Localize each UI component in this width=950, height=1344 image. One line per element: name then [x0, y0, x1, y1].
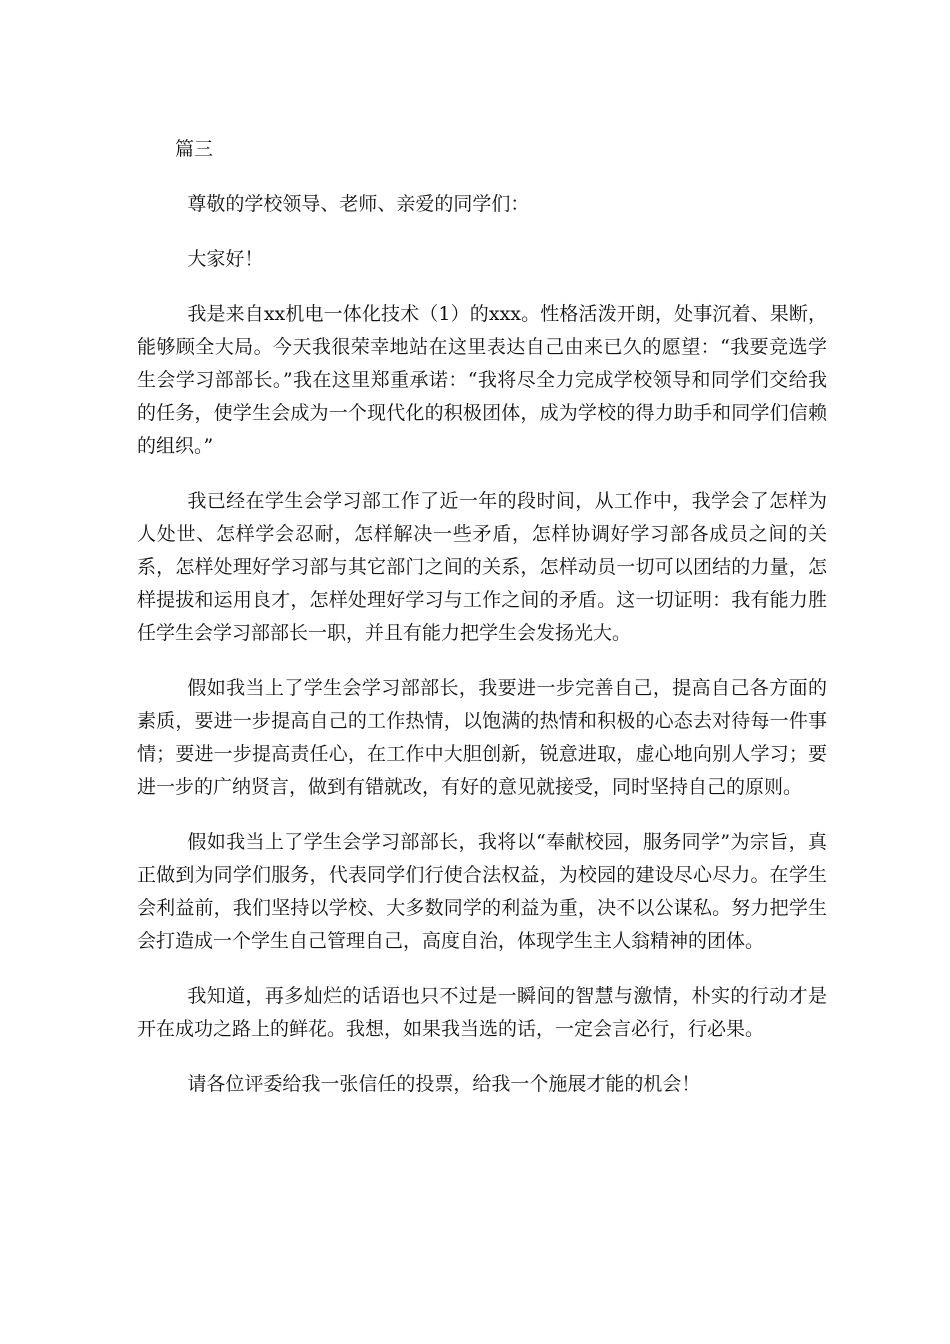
- hello-paragraph: 大家好！: [187, 248, 264, 270]
- experience-paragraph: 我已经在学生会学习部工作了近一年的段时间，从工作中，我学会了怎样为人处世、怎样学会忍耐，怎样解决一些矛盾，怎样协调好学习部各成员之间的关系，怎样处理好学习部与其它部门之间的关系，怎样动员一切可以团结的力量，怎样提拔和运用良才，怎样处理好学习与工作之间的矛盾。这一切证明：我有能力胜任学生会学习部部长一职，并且有能力把学生会发扬光大。: [137, 490, 827, 644]
- closing-paragraph: 我知道，再多灿烂的话语也只不过是一瞬间的智慧与激情，朴实的行动才是开在成功之路上的鲜花。我想，如果我当选的话，一定会言必行，行必果。: [137, 985, 827, 1040]
- greeting-paragraph: 尊敬的学校领导、老师、亲爱的同学们：: [187, 193, 530, 215]
- appeal-paragraph: 请各位评委给我一张信任的投票，给我一个施展才能的机会！: [187, 1073, 701, 1095]
- document-body: [137, 188, 827, 1123]
- plan-paragraph-one: 假如我当上了学生会学习部部长，我要进一步完善自己，提高自己各方面的素质，要进一步提高自己的工作热情，以饱满的热情和积极的心态去对待每一件事情；要进一步提高责任心，在工作中大胆创新，锐意进取，虚心地向别人学习；要进一步的广纳贤言，做到有错就改，有好的意见就接受，同时坚持自己的原则。: [137, 677, 827, 798]
- plan-paragraph-two: 假如我当上了学生会学习部部长，我将以“奉献校园，服务同学”为宗旨，真正做到为同学们服务，代表同学们行使合法权益，为校园的建设尽心尽力。在学生会利益前，我们坚持以学校、大多数同学的利益为重，决不以公谋私。努力把学生会打造成一个学生自己管理自己，高度自治，体现学生主人翁精神的团体。: [137, 831, 827, 952]
- intro-paragraph: 我是来自xx机电一体化技术（1）的xxx。性格活泼开朗，处事沉着、果断，能够顾全大局。今天我很荣幸地站在这里表达自己由来已久的愿望：“我要竞选学生会学习部部长。”我在这里郑重承诺：“我将尽全力完成学校领导和同学们交给我的任务，使学生会成为一个现代化的积极团体，成为学校的得力助手和同学们信赖的组织。”: [137, 303, 827, 457]
- document-heading: 篇三: [175, 138, 214, 160]
